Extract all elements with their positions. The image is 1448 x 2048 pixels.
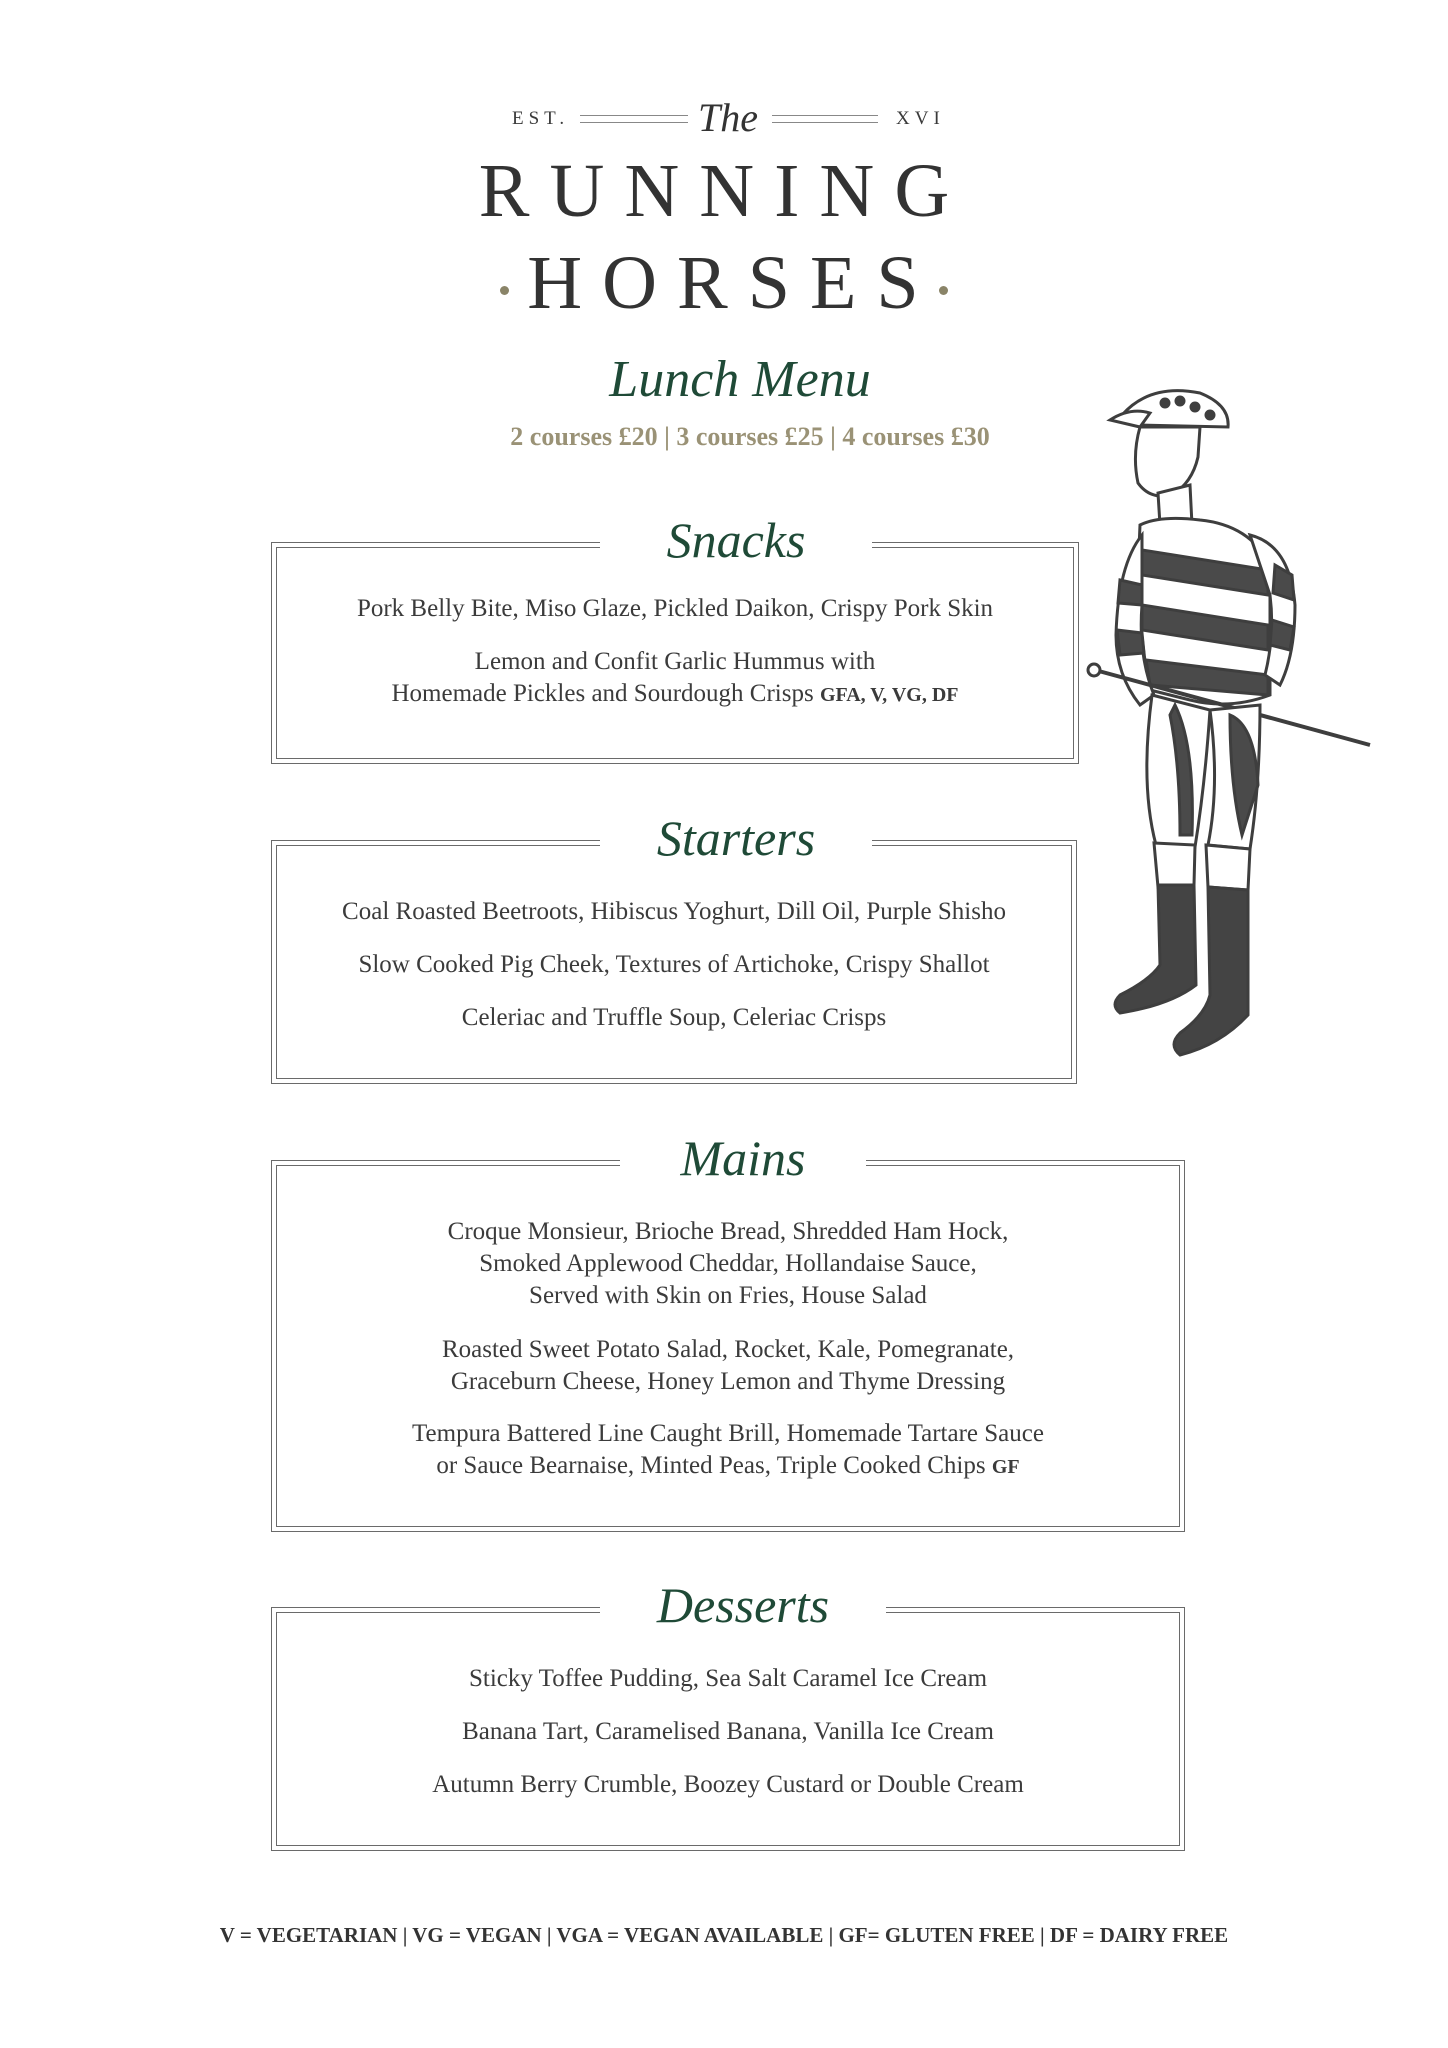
jockey-illustration xyxy=(1080,365,1400,1145)
menu-title: Lunch Menu xyxy=(609,351,871,408)
mains-title: Mains xyxy=(620,1128,866,1188)
starters-title: Starters xyxy=(600,808,872,868)
logo-year: XVI xyxy=(896,108,945,129)
menu-item xyxy=(277,593,1073,625)
item-line-with-tags xyxy=(277,1450,1179,1483)
item-line: Served with Skin on Fries, House Salad xyxy=(529,1282,927,1309)
menu-item xyxy=(277,1216,1179,1312)
item-line: Slow Cooked Pig Cheek, Textures of Artichoke, Crispy Shallot xyxy=(358,951,990,978)
mains-section xyxy=(276,1165,1180,1527)
item-line: Sticky Toffee Pudding, Sea Salt Caramel Ice Cream xyxy=(468,1665,988,1692)
menu-item xyxy=(277,1418,1179,1483)
menu-item xyxy=(277,1769,1179,1801)
item-line: Croque Monsieur, Brioche Bread, Shredded Ham Hock, xyxy=(447,1218,1009,1245)
item-line: Smoked Applewood Cheddar, Hollandaise Sauce, xyxy=(479,1250,977,1277)
logo-dot-right xyxy=(939,286,948,295)
menu-item xyxy=(277,1716,1179,1748)
logo-the: The xyxy=(698,95,758,140)
item-line: Pork Belly Bite, Miso Glaze, Pickled Daikon, Crispy Pork Skin xyxy=(356,595,994,622)
desserts-title: Desserts xyxy=(600,1575,886,1635)
logo-rule-right xyxy=(772,115,878,123)
snacks-section xyxy=(276,547,1074,759)
menu-item xyxy=(277,1334,1179,1398)
item-line: Coal Roasted Beetroots, Hibiscus Yoghurt, Dill Oil, Purple Shisho xyxy=(342,898,1006,925)
logo-rule-left xyxy=(580,115,688,123)
item-line: Autumn Berry Crumble, Boozey Custard or Double Cream xyxy=(432,1771,1024,1798)
logo-dot-left xyxy=(500,286,509,295)
item-line: or Sauce Bearnaise, Minted Peas, Triple Cooked Chips xyxy=(436,1452,986,1479)
item-line: Graceburn Cheese, Honey Lemon and Thyme Dressing xyxy=(450,1368,1006,1395)
item-line: Homemade Pickles and Sourdough Crisps xyxy=(391,680,814,707)
menu-item xyxy=(277,646,1073,711)
dietary-legend: V = VEGETARIAN | VG = VEGAN | VGA = VEGAN AVAILABLE | GF= GLUTEN FREE | DF = DAIRY FREE xyxy=(219,1923,1229,1947)
menu-item xyxy=(277,949,1071,981)
item-line-with-tags xyxy=(277,678,1073,711)
snacks-title: Snacks xyxy=(600,510,872,570)
logo-running: RUNNING xyxy=(478,149,970,233)
logo-est: EST. xyxy=(512,108,570,129)
menu-item xyxy=(277,1663,1179,1695)
desserts-section xyxy=(276,1612,1180,1846)
starters-section xyxy=(276,845,1072,1079)
item-line: Banana Tart, Caramelised Banana, Vanilla Ice Cream xyxy=(462,1718,994,1745)
price-line: 2 courses £20 | 3 courses £25 | 4 courses £30 xyxy=(510,422,990,451)
logo-horses: HORSES xyxy=(527,241,939,325)
dietary-tags: GFA, V, VG, DF xyxy=(819,684,959,706)
menu-item xyxy=(277,896,1071,928)
logo-top-row xyxy=(500,95,960,140)
menu-item xyxy=(277,1002,1071,1034)
item-line: Roasted Sweet Potato Salad, Rocket, Kale, Pomegranate, xyxy=(441,1336,1015,1363)
item-line: Tempura Battered Line Caught Brill, Homemade Tartare Sauce xyxy=(412,1420,1044,1447)
item-line: Celeriac and Truffle Soup, Celeriac Crisps xyxy=(461,1004,887,1031)
item-line: Lemon and Confit Garlic Hummus with xyxy=(474,648,876,675)
dietary-tags: GF xyxy=(991,1456,1020,1478)
logo-horses-row xyxy=(440,240,1008,327)
